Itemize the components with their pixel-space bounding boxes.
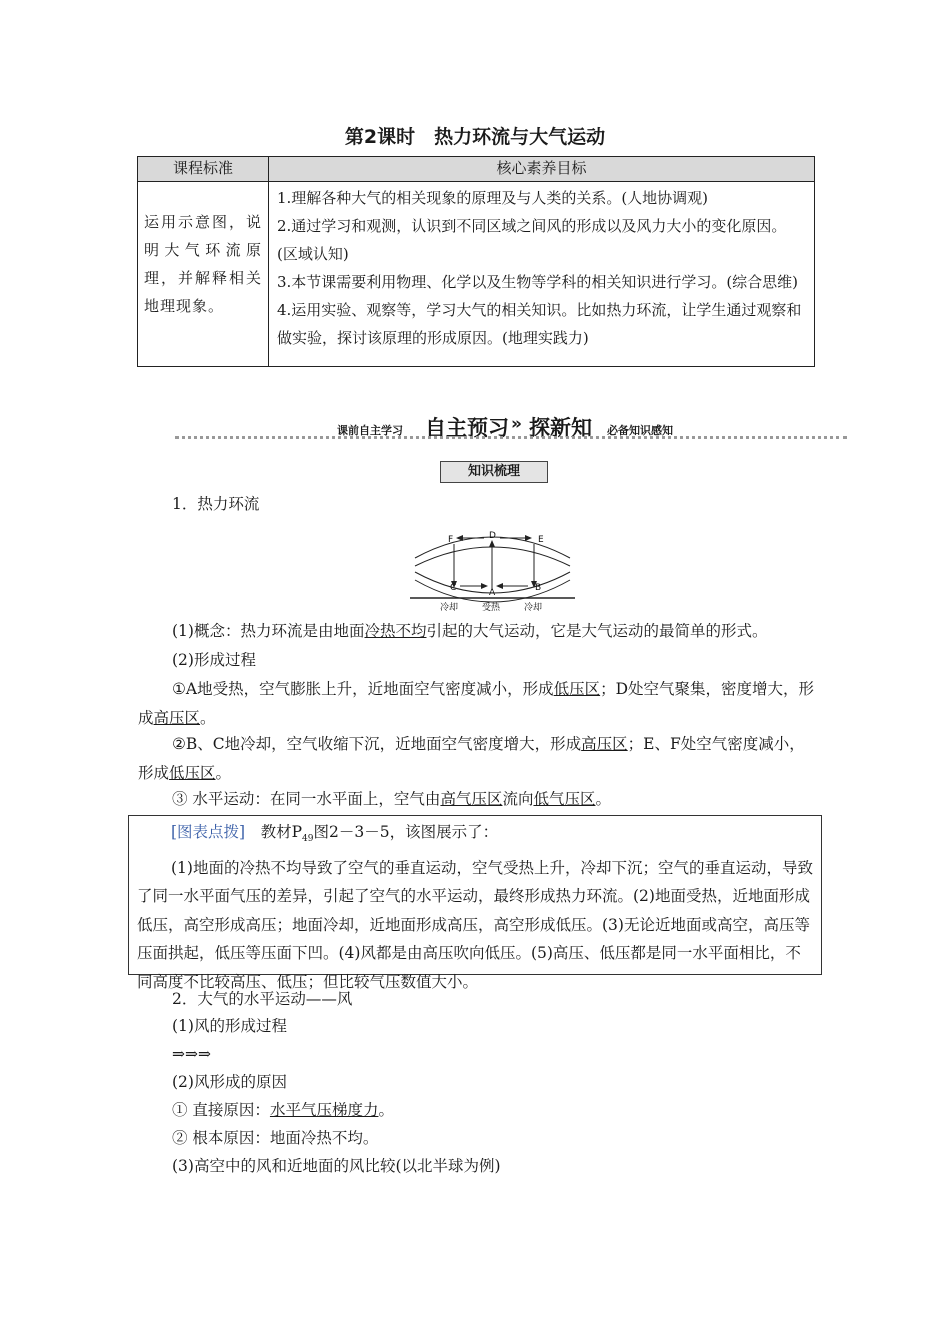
banner-divider — [175, 436, 847, 439]
process-a-answer-1: 低压区 — [553, 680, 601, 698]
label-b: B — [535, 583, 542, 593]
banner-left-text: 课前自主学习 — [337, 424, 403, 437]
direct-cause-end: 。 — [378, 1101, 394, 1119]
process-a-mid: ；D处空气聚集，密度增大，形成 — [138, 680, 815, 727]
goals-cell — [269, 182, 815, 367]
process-b-text: ②B、C地冷却，空气收缩下沉，近地面空气密度增大，形成 — [172, 735, 582, 753]
direct-cause-paragraph — [138, 1096, 818, 1125]
chart-tips-intro-text-2: 图2－3－5，该图展示了： — [313, 823, 499, 841]
page-title: 第2课时 热力环流与大气运动 — [344, 126, 606, 148]
goal-1: 1.理解各种大气的相关现象的原理及与人类的关系。(人地协调观) — [277, 189, 709, 207]
label-a: A — [489, 588, 496, 598]
heading-wind: 2．大气的水平运动——风 — [172, 990, 353, 1008]
header-goals: 核心素养目标 — [269, 157, 815, 182]
process-b-end: 。 — [215, 764, 232, 782]
chart-tips-page: 49 — [302, 834, 314, 845]
label-c: C — [450, 583, 457, 593]
banner-arrow-icon: » — [511, 414, 522, 434]
goal-3: 3.本节课需要利用物理、化学以及生物等学科的相关知识进行学习。(综合思维) — [277, 273, 799, 291]
concept-answer: 冷热不均 — [364, 622, 427, 640]
process-heading: (2)形成过程 — [172, 651, 256, 669]
label-f: F — [448, 535, 454, 545]
concept-text-post: 引起的大气运动，它是大气运动的最简单的形式。 — [426, 622, 768, 640]
chart-tips-box — [128, 815, 822, 991]
label-d: D — [489, 531, 496, 541]
ground-cooling-right: 冷却 — [524, 603, 543, 613]
section-tag: 知识梳理 — [440, 461, 548, 483]
process-c-end: 。 — [595, 790, 611, 808]
ground-heating: 受热 — [482, 603, 501, 613]
wind-comparison-heading: (3)高空中的风和近地面的风比较(以北半球为例) — [172, 1157, 501, 1175]
process-a-answer-2: 高压区 — [153, 709, 201, 727]
banner-title-2: 探新知 — [529, 416, 592, 440]
wind-formation-arrows: ⇒⇒⇒ — [172, 1045, 211, 1063]
direct-cause-answer: 水平气压梯度力 — [269, 1101, 379, 1119]
process-a-text: ①A地受热，空气膨胀上升，近地面空气密度减小，形成 — [172, 680, 554, 698]
root-cause-paragraph: ② 根本原因：地面冷热不均。 — [172, 1129, 379, 1147]
wind-formation-heading: (1)风的形成过程 — [172, 1017, 287, 1035]
process-b-paragraph — [138, 730, 818, 788]
process-c-mid: 流向 — [502, 790, 534, 808]
thermal-circulation-diagram — [410, 524, 575, 614]
concept-paragraph — [138, 617, 818, 646]
goal-4: 4.运用实验、观察等，学习大气的相关知识。比如热力环流，让学生通过观察和做实验，探讨该原理的形成原因。(地理实践力) — [277, 301, 802, 347]
chart-tips-intro-text: 教材P — [245, 823, 303, 841]
ground-cooling-left: 冷却 — [440, 603, 459, 613]
process-b-answer-1: 高压区 — [581, 735, 628, 753]
banner-right-text: 必备知识感知 — [607, 424, 673, 437]
standard-text: 运用示意图，说明大气环流原理，并解释相关地理现象。 — [138, 182, 269, 367]
header-standard: 课程标准 — [138, 157, 269, 182]
process-b-mid: ；E、F处空气密度减小，形成 — [138, 735, 805, 782]
chart-tips-intro — [137, 818, 813, 854]
heading-thermal-circulation: 1．热力环流 — [172, 495, 260, 513]
label-e: E — [538, 535, 544, 545]
process-c-answer-1: 高气压区 — [440, 790, 503, 808]
chart-tips-body: (1)地面的冷热不均导致了空气的垂直运动，空气受热上升，冷却下沉；空气的垂直运动，导致了同一水平面气压的差异，引起了空气的水平运动，最终形成热力环流。(2)地面受热，近地面形成低压，高空形成高压；地面冷却，近地面形成高压，高空形成低压。(3)无论近地面或高空，高压等压面拱起，低压等压面下凹。(4)风都是由高压吹向低压。(5)高压、低压都是同一水平面相比，不同高度不比较高压、低压；但比较气压数值大小。 — [137, 858, 813, 991]
banner-title-1: 自主预习 — [425, 416, 509, 440]
goal-2: 2.通过学习和观测，认识到不同区域之间风的形成以及风力大小的变化原因。(区域认知) — [277, 217, 787, 263]
process-c-answer-2: 低气压区 — [533, 790, 596, 808]
process-c-text: ③ 水平运动：在同一水平面上，空气由 — [172, 790, 441, 808]
curriculum-table — [137, 156, 815, 367]
direct-cause-text: ① 直接原因： — [172, 1101, 270, 1119]
process-a-paragraph — [138, 675, 818, 733]
wind-cause-heading: (2)风形成的原因 — [172, 1073, 287, 1091]
process-b-answer-2: 低压区 — [169, 764, 216, 782]
concept-text-pre: (1)概念：热力环流是由地面 — [172, 622, 365, 640]
process-c-paragraph — [138, 785, 818, 814]
chart-tips-tag: [图表点拨] — [171, 823, 246, 841]
process-a-end: 。 — [200, 709, 216, 727]
section-banner — [175, 410, 847, 442]
